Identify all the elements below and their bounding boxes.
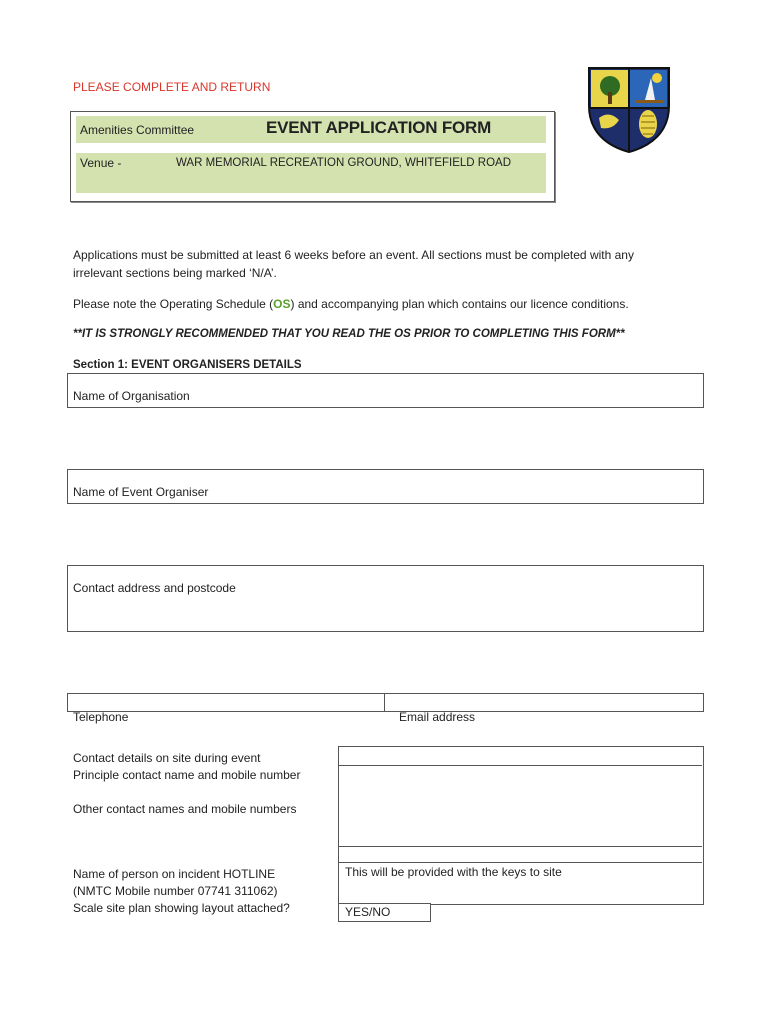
divider [339, 862, 702, 863]
divider [339, 846, 702, 847]
yes-no-label: YES/NO [345, 905, 391, 919]
intro-line-2: irrelevant sections being marked ‘N/A’. [73, 266, 277, 280]
form-title: EVENT APPLICATION FORM [266, 118, 492, 137]
return-note: PLEASE COMPLETE AND RETURN [73, 80, 271, 94]
event-organiser-label: Name of Event Organiser [73, 485, 209, 499]
os-note-after: ) and accompanying plan which contains our licence conditions. [290, 297, 629, 311]
other-contacts-label: Other contact names and mobile numbers [73, 802, 297, 816]
intro-line-1: Applications must be submitted at least 6 weeks before an event. All sections must be completed with any [73, 248, 634, 262]
hotline-number-note: (NMTC Mobile number 07741 311062) [73, 884, 278, 898]
hotline-label: Name of person on incident HOTLINE [73, 867, 276, 881]
principal-contact-label: Principle contact name and mobile number [73, 768, 301, 782]
organisation-name-label: Name of Organisation [73, 389, 190, 403]
council-crest-logo [585, 66, 673, 154]
section-1-title: Section 1: EVENT ORGANISERS DETAILS [73, 359, 302, 371]
contact-address-field[interactable] [67, 565, 704, 632]
venue-value: WAR MEMORIAL RECREATION GROUND, WHITEFIELD ROAD [176, 157, 512, 169]
recommendation-note: **IT IS STRONGLY RECOMMENDED THAT YOU READ THE OS PRIOR TO COMPLETING THIS FORM** [73, 328, 625, 340]
os-abbrev: OS [273, 297, 291, 311]
onsite-contact-label: Contact details on site during event [73, 751, 261, 765]
os-note-before: Please note the Operating Schedule ( [73, 297, 274, 311]
site-plan-label: Scale site plan showing layout attached? [73, 901, 290, 915]
contact-details-input[interactable] [340, 766, 701, 845]
telephone-label: Telephone [73, 710, 129, 724]
committee-label: Amenities Committee [80, 123, 195, 137]
venue-label: Venue - [80, 156, 122, 170]
keys-note: This will be provided with the keys to site [345, 865, 562, 879]
contact-address-label: Contact address and postcode [73, 581, 236, 595]
email-label: Email address [399, 710, 476, 724]
operating-schedule-note [73, 296, 629, 313]
